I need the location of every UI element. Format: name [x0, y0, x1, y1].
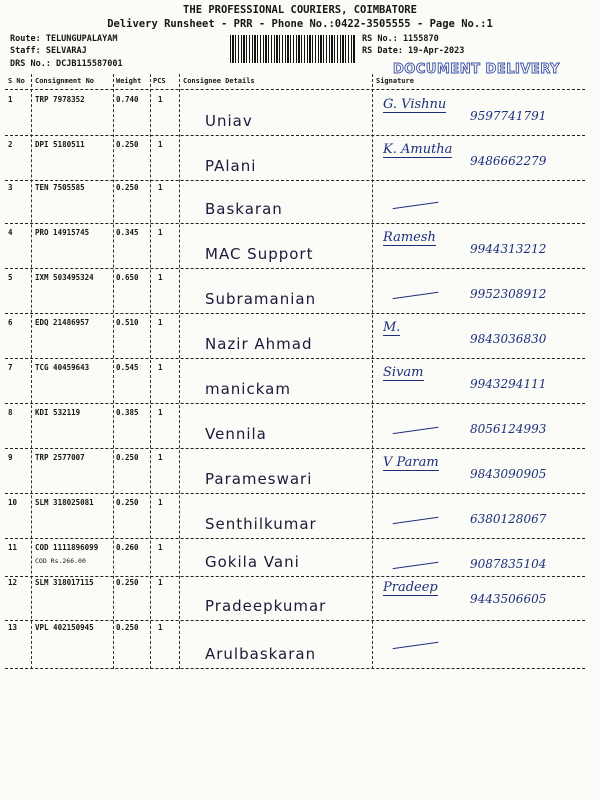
row-signature: V Param: [383, 455, 439, 470]
row-rule: [5, 223, 585, 224]
row-consignment: IXM 503495324: [35, 273, 94, 282]
row-rule: [5, 620, 585, 621]
col-header-pcs: PCS: [153, 77, 166, 85]
row-consignment: KDI 532119: [35, 408, 81, 417]
row-signature: K. Amutha: [383, 142, 453, 157]
col-divider: [31, 74, 32, 669]
row-pcs: 1: [158, 363, 163, 372]
row-sno: 6: [8, 318, 13, 327]
row-weight: 0.250: [116, 453, 139, 462]
col-divider: [150, 74, 151, 669]
row-sno: 4: [8, 228, 13, 237]
row-consignment: VPL 402150945: [35, 623, 94, 632]
row-phone-handwritten: 9952308912: [470, 287, 547, 301]
row-pcs: 1: [158, 543, 163, 552]
row-weight: 0.250: [116, 623, 139, 632]
row-signature: Pradeep: [383, 580, 438, 595]
row-rule: [5, 448, 585, 449]
col-divider: [179, 74, 180, 669]
row-pcs: 1: [158, 408, 163, 417]
row-pcs: 1: [158, 498, 163, 507]
row-consignee-handwritten: Vennila: [205, 425, 267, 443]
row-consignment: SLM 318025081: [35, 498, 94, 507]
row-rule: [5, 668, 585, 669]
col-header-sno: S No: [8, 77, 25, 85]
row-signature-mark: [392, 419, 439, 434]
row-consignment: PRO 14915745: [35, 228, 90, 237]
row-weight: 0.260: [116, 543, 139, 552]
row-consignee-handwritten: Nazir Ahmad: [205, 335, 313, 353]
row-weight: 0.345: [116, 228, 139, 237]
row-phone-handwritten: 9597741791: [470, 109, 547, 123]
row-pcs: 1: [158, 95, 163, 104]
row-sno: 8: [8, 408, 13, 417]
row-phone-handwritten: 8056124993: [470, 422, 547, 436]
row-consignment: SLM 318017115: [35, 578, 94, 587]
row-pcs: 1: [158, 228, 163, 237]
row-signature: G. Vishnu: [383, 97, 447, 112]
row-rule: [5, 180, 585, 181]
row-sno: 1: [8, 95, 13, 104]
row-consignee-handwritten: Baskaran: [205, 200, 283, 218]
row-consignment: EDQ 21486957: [35, 318, 90, 327]
row-rule: [5, 135, 585, 136]
row-phone-handwritten: 9486662279: [470, 154, 547, 168]
col-header-weight: Weight: [116, 77, 142, 85]
row-pcs: 1: [158, 623, 163, 632]
rs-number: RS No.: 1155870: [362, 34, 439, 44]
row-rule: [5, 493, 585, 494]
row-weight: 0.510: [116, 318, 139, 327]
row-sno: 5: [8, 273, 13, 282]
row-consignee-handwritten: PAlani: [205, 157, 257, 175]
row-consignee-handwritten: Senthilkumar: [205, 515, 317, 533]
row-sno: 2: [8, 140, 13, 149]
row-weight: 0.740: [116, 95, 139, 104]
row-sno: 13: [8, 623, 18, 632]
row-consignee-handwritten: MAC Support: [205, 245, 314, 263]
runsheet-subtitle: Delivery Runsheet - PRR - Phone No.:0422-3505555 - Page No.:1: [107, 18, 493, 30]
row-phone-handwritten: 6380128067: [470, 512, 547, 526]
row-consignee-handwritten: Subramanian: [205, 290, 317, 308]
row-rule: [5, 538, 585, 539]
row-phone-handwritten: 9443506605: [470, 592, 547, 606]
row-pcs: 1: [158, 140, 163, 149]
document-delivery-stamp: DOCUMENT DELIVERY: [393, 62, 560, 77]
row-sno: 3: [8, 183, 13, 192]
row-rule: [5, 403, 585, 404]
col-header-consignee: Consignee Details: [183, 77, 255, 85]
row-sno: 11: [8, 543, 18, 552]
row-phone-handwritten: 9843090905: [470, 467, 547, 481]
row-signature: Sivam: [383, 365, 424, 380]
row-pcs: 1: [158, 453, 163, 462]
company-title: THE PROFESSIONAL COURIERS, COIMBATORE: [183, 4, 417, 16]
row-pcs: 1: [158, 578, 163, 587]
row-weight: 0.250: [116, 498, 139, 507]
col-header-signature: Signature: [376, 77, 414, 85]
row-sno: 7: [8, 363, 13, 372]
rs-date: RS Date: 19-Apr-2023: [362, 46, 465, 56]
row-rule: [5, 576, 585, 577]
row-weight: 0.250: [116, 183, 139, 192]
row-consignment: TEN 7505585: [35, 183, 85, 192]
row-phone-handwritten: 9843036830: [470, 332, 547, 346]
route: Route: TELUNGUPALAYAM: [10, 34, 118, 44]
row-phone-handwritten: 9087835104: [470, 557, 547, 571]
row-cod-amount: COD Rs.266.00: [35, 557, 86, 565]
row-weight: 0.650: [116, 273, 139, 282]
col-header-consignment: Consignment No: [35, 77, 95, 85]
row-phone-handwritten: 9944313212: [470, 242, 547, 256]
row-consignee-handwritten: Arulbaskaran: [205, 645, 317, 663]
row-sno: 12: [8, 578, 18, 587]
row-signature-mark: [392, 284, 439, 299]
row-consignee-handwritten: Pradeepkumar: [205, 597, 327, 615]
row-rule: [5, 268, 585, 269]
row-consignment: DPI 5180511: [35, 140, 85, 149]
row-signature-mark: [392, 554, 439, 569]
row-rule: [5, 313, 585, 314]
col-divider: [372, 74, 373, 669]
row-sno: 10: [8, 498, 18, 507]
row-weight: 0.250: [116, 578, 139, 587]
row-weight: 0.250: [116, 140, 139, 149]
row-signature-mark: [392, 509, 439, 524]
row-consignment: TCG 40459643: [35, 363, 90, 372]
row-consignee-handwritten: Parameswari: [205, 470, 313, 488]
row-signature: M.: [383, 320, 401, 335]
row-consignment: TRP 2577007: [35, 453, 85, 462]
staff: Staff: SELVARAJ: [10, 46, 87, 56]
row-pcs: 1: [158, 273, 163, 282]
row-pcs: 1: [158, 318, 163, 327]
row-consignment: TRP 7978352: [35, 95, 85, 104]
row-consignee-handwritten: manickam: [205, 380, 291, 398]
row-consignment: COD 1111896099: [35, 543, 99, 552]
row-consignee-handwritten: Gokila Vani: [205, 553, 300, 571]
row-consignee-handwritten: Uniav: [205, 112, 253, 130]
row-signature-mark: [392, 194, 439, 209]
row-weight: 0.545: [116, 363, 139, 372]
drs-number: DRS No.: DCJB115587001: [10, 59, 123, 69]
row-sno: 9: [8, 453, 13, 462]
row-signature: Ramesh: [383, 230, 436, 245]
row-signature-mark: [392, 634, 439, 649]
header-rule: [5, 89, 585, 90]
col-divider: [113, 74, 114, 669]
barcode: [230, 35, 355, 63]
row-weight: 0.385: [116, 408, 139, 417]
row-pcs: 1: [158, 183, 163, 192]
row-rule: [5, 358, 585, 359]
row-phone-handwritten: 9943294111: [470, 377, 547, 391]
